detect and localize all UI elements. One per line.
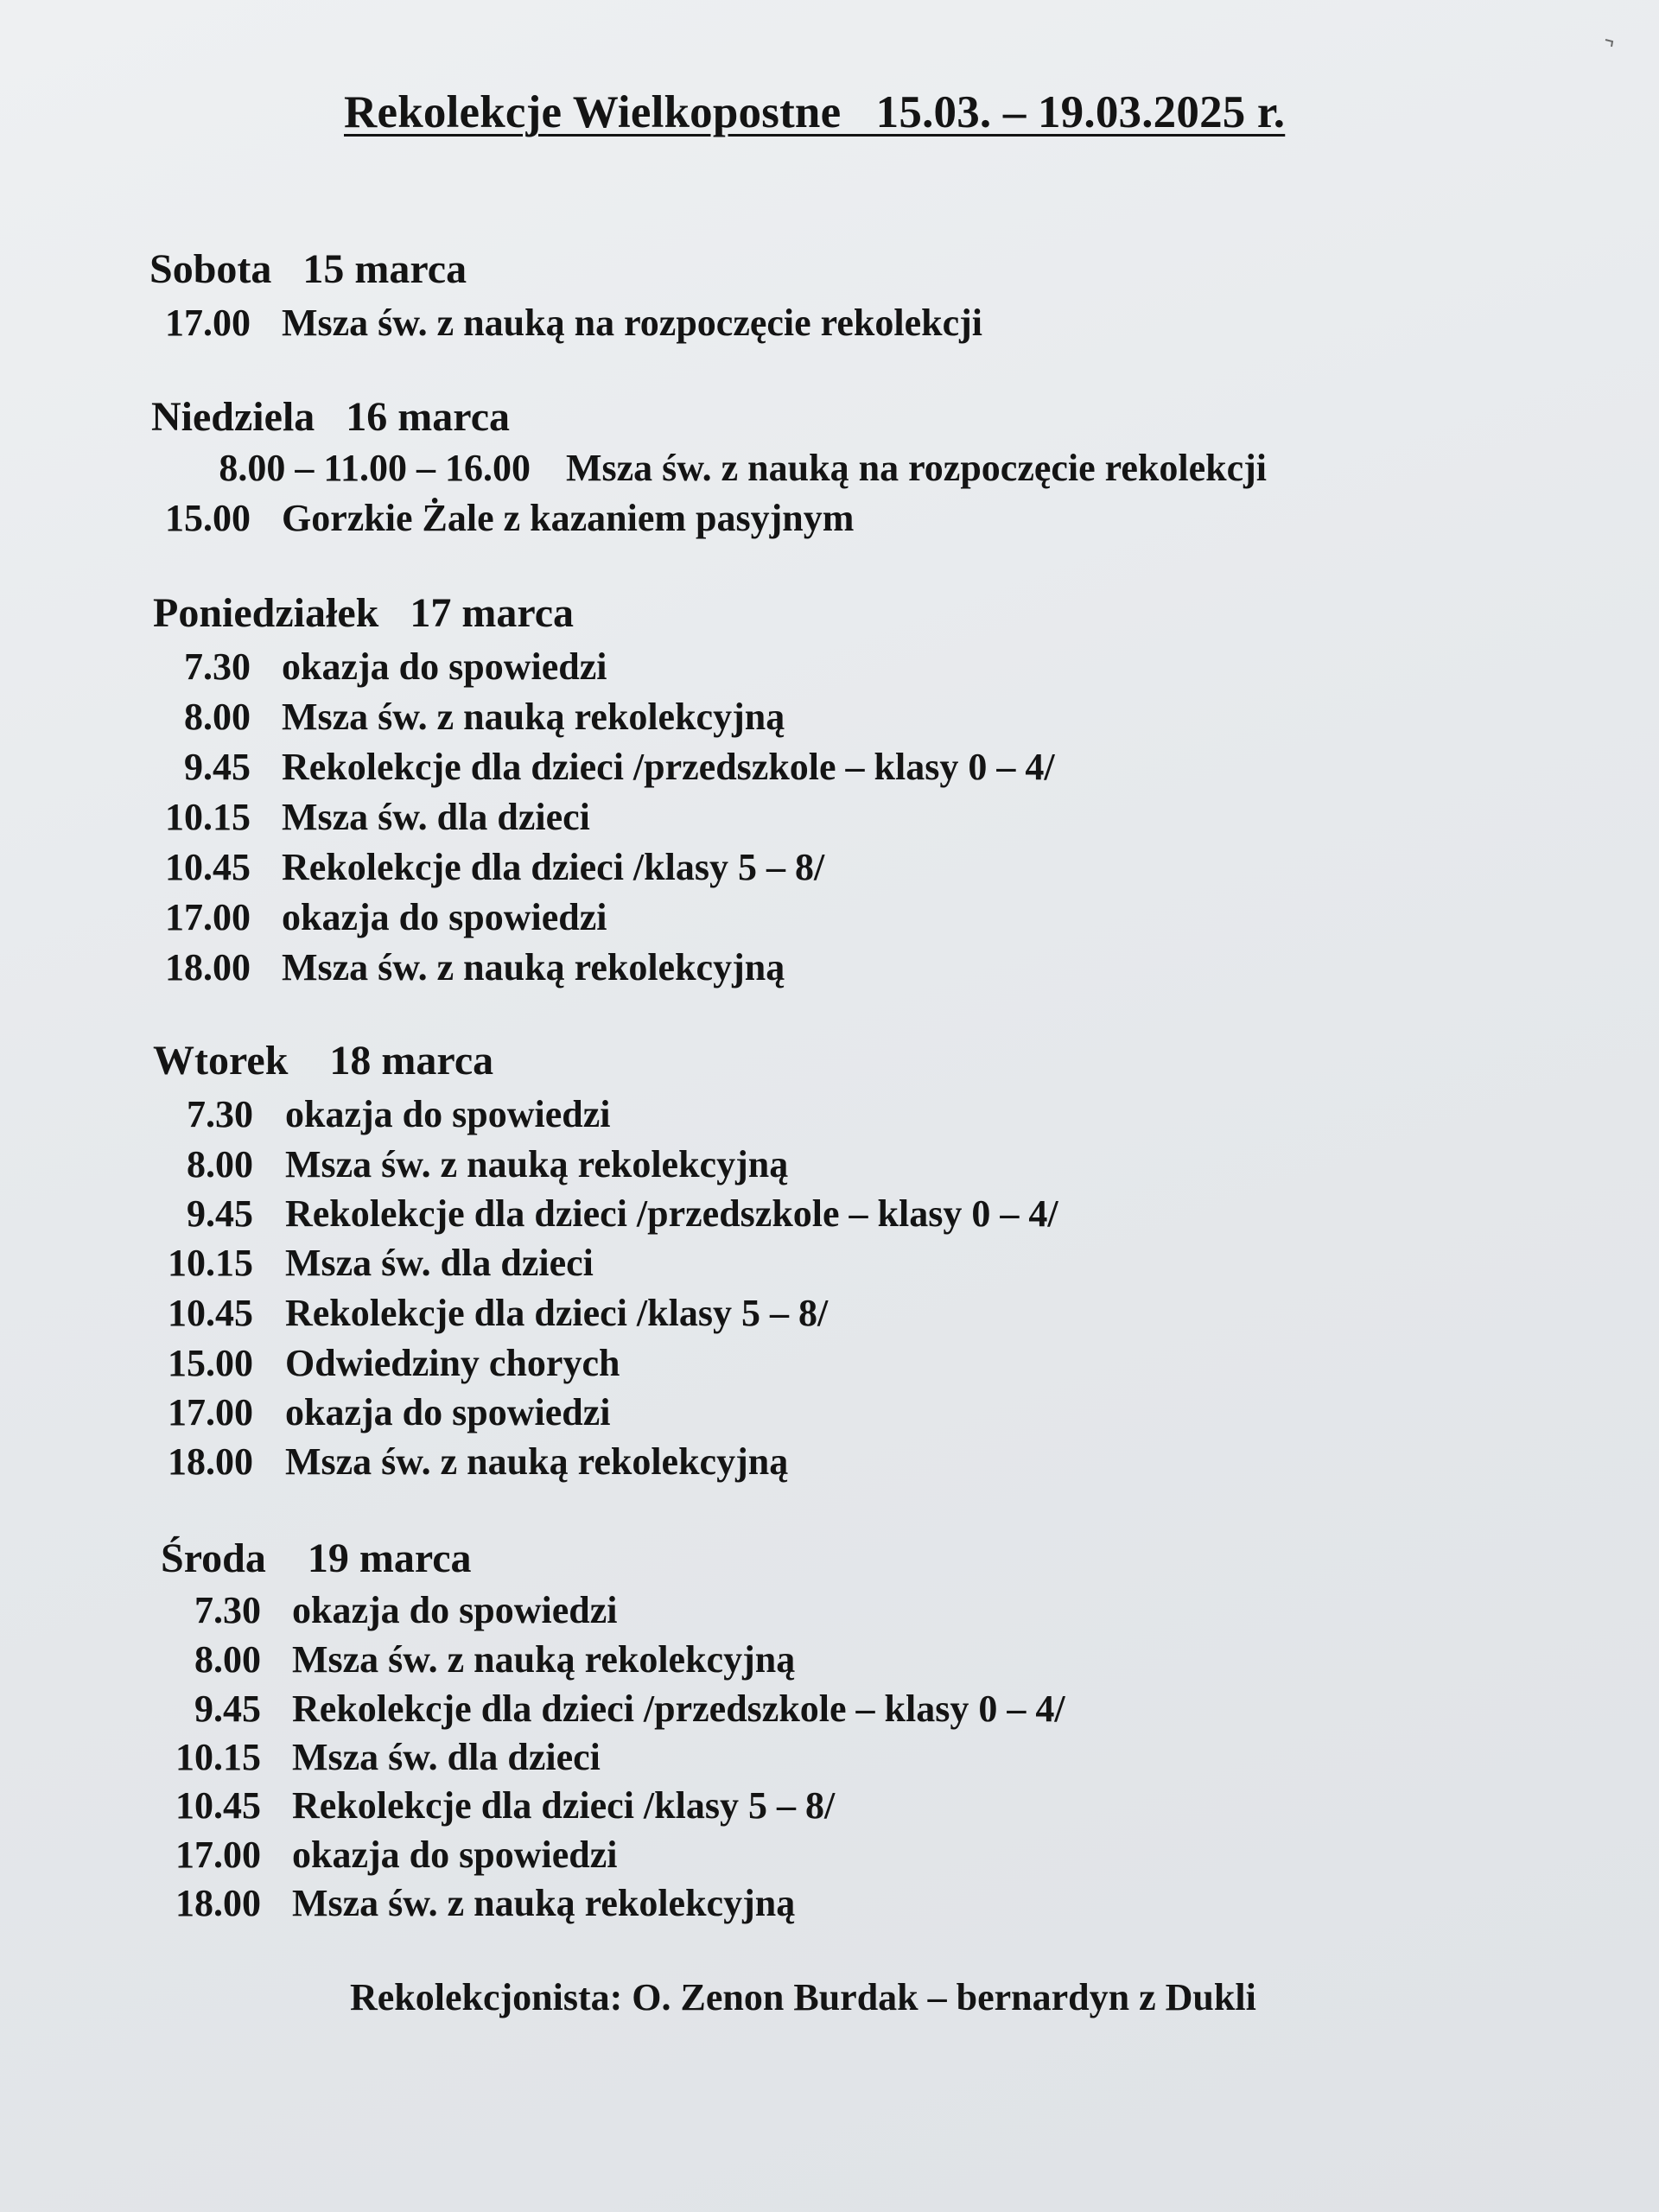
schedule-time: 17.00	[168, 1391, 253, 1433]
retreat-leader-line: Rekolekcjonista: O. Zenon Burdak – bernardyn z Dukli	[350, 1976, 1256, 2018]
schedule-time: 18.00	[168, 1440, 253, 1483]
schedule-time: 9.45	[194, 1688, 261, 1730]
schedule-text: Msza św. z nauką rekolekcyjną	[282, 696, 785, 738]
schedule-row	[0, 893, 251, 942]
schedule-row	[0, 944, 251, 992]
schedule-text: okazja do spowiedzi	[292, 1834, 618, 1876]
schedule-row	[0, 1190, 253, 1238]
schedule-row	[0, 743, 251, 791]
schedule-time: 17.00	[165, 896, 251, 938]
schedule-time: 10.15	[165, 796, 251, 838]
schedule-time: 10.45	[168, 1292, 253, 1334]
schedule-text: Msza św. z nauką rekolekcyjną	[285, 1440, 789, 1483]
schedule-row	[0, 1685, 261, 1733]
schedule-time: 9.45	[184, 746, 251, 788]
schedule-time: 8.00 – 11.00 – 16.00	[219, 447, 531, 489]
schedule-text: Msza św. z nauką na rozpoczęcie rekolekcji	[282, 302, 983, 344]
schedule-row	[0, 843, 251, 892]
day-heading-niedziela: Niedziela 16 marca	[151, 394, 511, 440]
staple-mark	[1604, 35, 1624, 55]
schedule-row	[0, 1239, 253, 1287]
schedule-time: 17.00	[165, 302, 251, 344]
schedule-time: 7.30	[184, 645, 251, 688]
schedule-row	[0, 793, 251, 842]
schedule-text: okazja do spowiedzi	[285, 1391, 611, 1433]
schedule-text: Rekolekcje dla dzieci /klasy 5 – 8/	[285, 1292, 829, 1334]
schedule-time: 10.15	[168, 1242, 253, 1284]
schedule-text: Msza św. dla dzieci	[292, 1736, 601, 1778]
schedule-text: Msza św. z nauką rekolekcyjną	[292, 1882, 796, 1924]
schedule-time: 10.15	[175, 1736, 261, 1778]
schedule-time: 7.30	[194, 1589, 261, 1631]
day-heading-wtorek: Wtorek 18 marca	[153, 1038, 494, 1084]
schedule-time: 7.30	[187, 1093, 253, 1135]
day-heading-sobota: Sobota 15 marca	[149, 246, 467, 292]
schedule-row	[0, 693, 251, 741]
schedule-time: 15.00	[165, 497, 251, 539]
document-title: Rekolekcje Wielkopostne 15.03. – 19.03.2025 r.	[344, 87, 1286, 137]
schedule-row	[0, 1289, 253, 1338]
schedule-text: Rekolekcje dla dzieci /przedszkole – klasy 0 – 4/	[285, 1192, 1058, 1235]
schedule-text: Odwiedziny chorych	[285, 1342, 620, 1384]
schedule-row	[0, 1782, 261, 1830]
schedule-time: 8.00	[184, 696, 251, 738]
schedule-row	[0, 494, 251, 543]
schedule-text: Rekolekcje dla dzieci /przedszkole – klasy 0 – 4/	[282, 746, 1055, 788]
schedule-text: Rekolekcje dla dzieci /przedszkole – klasy 0 – 4/	[292, 1688, 1065, 1730]
schedule-row	[0, 1636, 261, 1684]
schedule-row	[0, 1831, 261, 1879]
day-heading-poniedzialek: Poniedziałek 17 marca	[153, 590, 575, 636]
schedule-row	[0, 1339, 253, 1388]
schedule-text: okazja do spowiedzi	[282, 896, 607, 938]
schedule-text: okazja do spowiedzi	[292, 1589, 618, 1631]
schedule-row	[0, 1389, 253, 1437]
schedule-time: 8.00	[187, 1143, 253, 1185]
schedule-row	[0, 643, 251, 691]
schedule-text: Msza św. dla dzieci	[282, 796, 590, 838]
schedule-text: Rekolekcje dla dzieci /klasy 5 – 8/	[292, 1784, 836, 1827]
schedule-time: 10.45	[175, 1784, 261, 1827]
schedule-row	[0, 1438, 253, 1486]
schedule-row	[0, 444, 531, 493]
schedule-text: Msza św. z nauką na rozpoczęcie rekolekcji	[566, 447, 1268, 489]
schedule-time: 17.00	[175, 1834, 261, 1876]
schedule-text: okazja do spowiedzi	[285, 1093, 611, 1135]
schedule-row	[0, 1090, 253, 1139]
schedule-text: Msza św. dla dzieci	[285, 1242, 594, 1284]
schedule-time: 18.00	[165, 946, 251, 988]
schedule-text: Msza św. z nauką rekolekcyjną	[285, 1143, 789, 1185]
schedule-text: okazja do spowiedzi	[282, 645, 607, 688]
schedule-text: Rekolekcje dla dzieci /klasy 5 – 8/	[282, 846, 825, 888]
schedule-text: Gorzkie Żale z kazaniem pasyjnym	[282, 497, 855, 539]
schedule-text: Msza św. z nauką rekolekcyjną	[282, 946, 785, 988]
schedule-time: 8.00	[194, 1638, 261, 1681]
schedule-row	[0, 1586, 261, 1635]
schedule-time: 18.00	[175, 1882, 261, 1924]
schedule-time: 15.00	[168, 1342, 253, 1384]
schedule-time: 9.45	[187, 1192, 253, 1235]
schedule-row	[0, 1733, 261, 1782]
schedule-row	[0, 299, 251, 347]
schedule-time: 10.45	[165, 846, 251, 888]
day-heading-sroda: Środa 19 marca	[161, 1535, 472, 1581]
schedule-row	[0, 1141, 253, 1189]
schedule-text: Msza św. z nauką rekolekcyjną	[292, 1638, 796, 1681]
schedule-row	[0, 1879, 261, 1928]
